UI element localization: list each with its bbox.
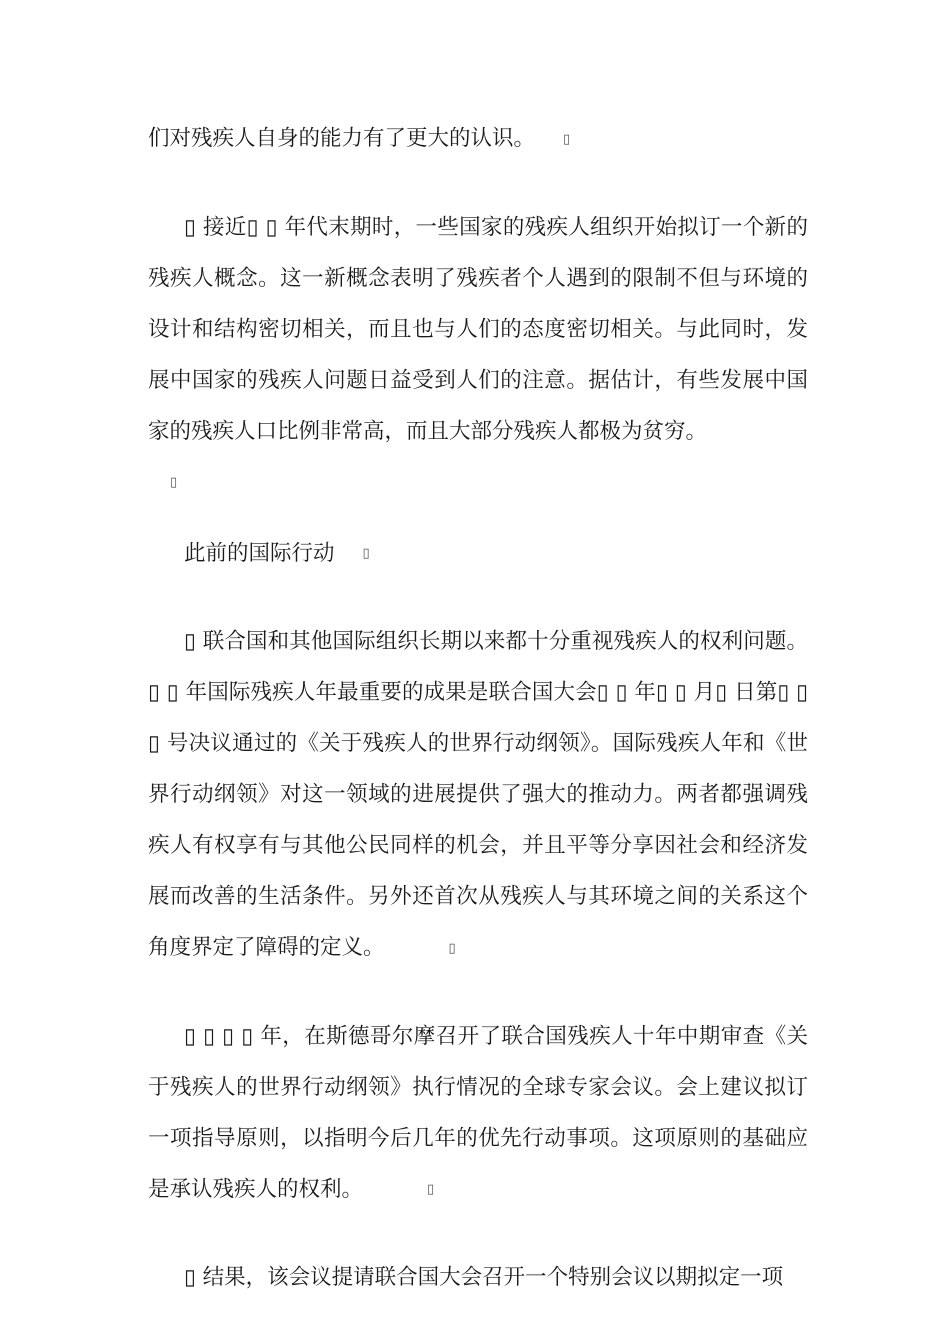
paragraph-4 xyxy=(148,1011,808,1216)
paragraph-text: 们对残疾人自身的能力有了更大的认识。 xyxy=(148,126,536,151)
section-heading xyxy=(148,528,808,580)
paragraph-mark: ▯ xyxy=(170,474,178,490)
paragraph-text: ▯ 联合国和其他国际组织长期以来都十分重视残疾人的权利问题。▯ ▯ 年国际残疾人年最重要的成果是联合国大会▯ ▯ 年▯ ▯ 月▯ 日第▯ ▯ ▯ 号决议通过的《关于残疾人的世界行动纲领》。国际残疾人年和《世界行动纲领》对这一领域的进展提供了强大的推动力。两者都强调残疾人有权享有与其他公民同样的机会，并且平等分享因社会和经济发展而改善的生活条件。另外还首次从残疾人与其环境之间的关系这个角度界定了障碍的定义。 xyxy=(148,629,808,960)
paragraph-gap xyxy=(148,1215,808,1252)
paragraph-text: ▯ 接近▯ ▯ 年代末期时，一些国家的残疾人组织开始拟订一个新的残疾人概念。这一新概念表明了残疾者个人遇到的限制不但与环境的设计和结构密切相关，而且也与人们的态度密切相关。与此同时，发展中国家的残疾人问题日益受到人们的注意。据估计，有些发展中国家的残疾人口比例非常高，而且大部分残疾人都极为贫穷。 xyxy=(148,214,808,444)
paragraph-mark: ▯ xyxy=(362,546,370,561)
document-body xyxy=(148,113,808,1303)
paragraph-mark: ▯ xyxy=(563,131,571,147)
paragraph-gap xyxy=(148,974,808,1011)
paragraph-gap xyxy=(148,579,808,616)
paragraph-text: ▯ 结果，该会议提请联合国大会召开一个特别会议以期拟定一项 xyxy=(184,1265,784,1290)
paragraph-3 xyxy=(148,616,808,974)
paragraph-mark: ▯ xyxy=(448,940,456,956)
paragraph-text: ▯ ▯ ▯ ▯ 年，在斯德哥尔摩召开了联合国残疾人十年中期审查《关于残疾人的世界行动纲领》执行情况的全球专家会议。会上建议拟订一项指导原则，以指明今后几年的优先行动事项。这项原则的基础应是承认残疾人的权利。 xyxy=(148,1023,808,1202)
paragraph-5 xyxy=(148,1252,808,1303)
paragraph-gap xyxy=(148,508,808,528)
paragraph-1 xyxy=(148,113,808,165)
heading-text: 此前的国际行动 xyxy=(184,540,335,566)
paragraph-mark: ▯ xyxy=(427,1182,435,1197)
paragraph-2 xyxy=(148,202,808,457)
paragraph-gap xyxy=(148,165,808,202)
